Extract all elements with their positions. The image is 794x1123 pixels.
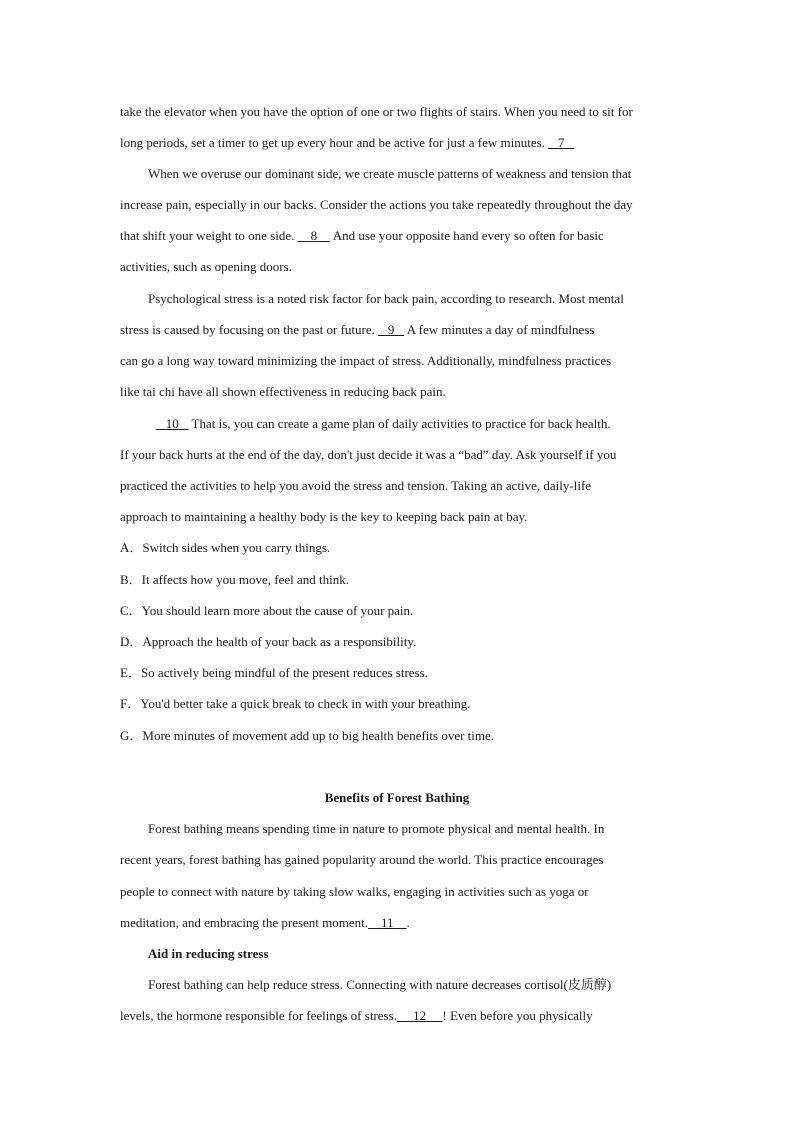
option-b: B．It affects how you move, feel and think. [120, 572, 350, 587]
text-line: Forest bathing can help reduce stress. Connecting with nature decreases cortisol(皮质醇) [148, 977, 612, 992]
blank-9: 9 [387, 322, 395, 337]
option-e: E．So actively being mindful of the present reduces stress. [120, 665, 428, 680]
text-line: When we overuse our dominant side, we create muscle patterns of weakness and tension that [148, 166, 632, 181]
text-line: activities, such as opening doors. [120, 259, 292, 274]
section-heading: Aid in reducing stress [148, 946, 269, 961]
text-line: can go a long way toward minimizing the impact of stress. Additionally, mindfulness practices [120, 353, 612, 368]
text-line: take the elevator when you have the option of one or two flights of stairs. When you need to sit for [120, 104, 633, 119]
text-line: stress is caused by focusing on the past or future. 9 A few minutes a day of mindfulness [120, 322, 595, 337]
blank-10: 10 [165, 416, 179, 431]
text-line: like tai chi have all shown effectiveness in reducing back pain. [120, 384, 446, 399]
blank-7: 7 [557, 135, 565, 150]
option-d: D．Approach the health of your back as a responsibility. [120, 634, 417, 649]
text-line: approach to maintaining a healthy body is the key to keeping back pain at bay. [120, 509, 528, 524]
text-line: Forest bathing means spending time in nature to promote physical and mental health. In [148, 821, 605, 836]
text-line: recent years, forest bathing has gained popularity around the world. This practice encourages [120, 852, 604, 867]
text-line: meditation, and embracing the present moment. 11 . [120, 915, 410, 930]
option-c: C．You should learn more about the cause of your pain. [120, 603, 414, 618]
text-line: If your back hurts at the end of the day, don't just decide it was a “bad” day. Ask yourself if you [120, 447, 617, 462]
option-f: F．You'd better take a quick break to check in with your breathing. [120, 696, 471, 711]
option-a: A．Switch sides when you carry things. [120, 540, 331, 555]
text-line: increase pain, especially in our backs. Consider the actions you take repeatedly throughout the day [120, 197, 633, 212]
text-line: practiced the activities to help you avoid the stress and tension. Taking an active, daily-life [120, 478, 592, 493]
blank-11: 11 [381, 915, 394, 930]
text-line: levels, the hormone responsible for feelings of stress. 12 ! Even before you physically [120, 1008, 593, 1023]
passage-title: Benefits of Forest Bathing [324, 790, 470, 805]
text-line: long periods, set a timer to get up every hour and be active for just a few minutes. 7 [120, 135, 574, 151]
text-line: Psychological stress is a noted risk factor for back pain, according to research. Most mental [148, 291, 624, 306]
blank-12: 12 [413, 1008, 427, 1023]
option-g: G．More minutes of movement add up to big health benefits over time. [120, 728, 495, 743]
blank-8: 8 [310, 228, 318, 243]
text-line: that shift your weight to one side. 8 And use your opposite hand every so often for basic [120, 228, 604, 243]
text-line: 10 That is, you can create a game plan of daily activities to practice for back health. [156, 416, 611, 432]
text-line: people to connect with nature by taking slow walks, engaging in activities such as yoga or [120, 884, 589, 899]
